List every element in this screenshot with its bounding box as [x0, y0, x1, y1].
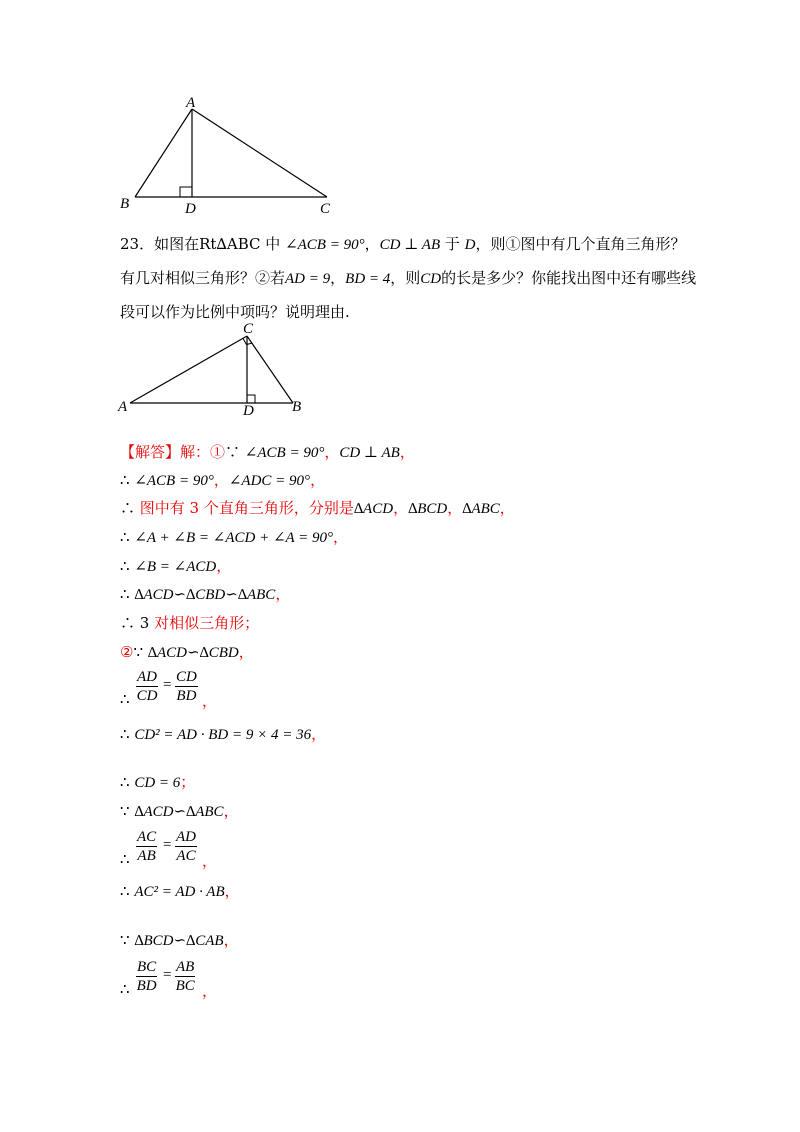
fraction-bc-bd: $\frac{BC}{BD}$ — [136, 959, 157, 994]
question-23: 23．如图在Rt∆ABC 中 ∠ACB = 90°，CD ⊥ AB 于 D，则①图中有几个直角三角形？有几对相似三角形？②若AD = 9，BD = 4，则CD的长是多少？你能找出图中还有哪些线段可以作为比例中项吗？说明理由. — [120, 235, 697, 321]
triangle-figure-2 — [115, 318, 315, 418]
fraction-line-1: ∴ $\frac{AD}{CD}$ = $\frac{CD}{BD}$ ， — [120, 669, 218, 710]
solution-line-3: ∴ 图中有 3 个直角三角形，分别是∆ACD，∆BCD，∆ABC， — [120, 499, 515, 517]
fig1-label-b: B — [120, 196, 130, 212]
solution-line-8: ②∵ ∆ACD∽∆CBD， — [120, 643, 254, 661]
question-number: 23． — [120, 235, 155, 253]
triangle-figure-1 — [115, 92, 345, 217]
fig2-label-d: D — [243, 403, 254, 418]
solution-line-6: ∴ ∆ACD∽∆CBD∽∆ABC， — [120, 585, 291, 603]
solution-line-1: 【解答】解：①∵ ∠ACB = 90°，CD ⊥ AB， — [120, 443, 415, 461]
solution-line-13: ∵ ∆BCD∽∆CAB， — [120, 931, 239, 949]
fig1-label-c: C — [320, 201, 331, 217]
fraction-ab-bc: $\frac{AB}{BC}$ — [175, 959, 195, 994]
fig1-label-a: A — [186, 95, 196, 111]
fraction-cd-bd: $\frac{CD}{BD}$ — [176, 669, 197, 704]
solution-line-11: ∵ ∆ACD∽∆ABC， — [120, 802, 239, 820]
solution-line-2: ∴ ∠ACB = 90°，∠ADC = 90°， — [120, 471, 326, 489]
fig2-label-c: C — [243, 321, 254, 337]
fig2-label-a: A — [118, 399, 128, 415]
fraction-line-2: ∴ $\frac{AC}{AB}$ = $\frac{AD}{AC}$ ， — [120, 829, 218, 870]
fig2-label-b: B — [292, 399, 302, 415]
solution-line-5: ∴ ∠B = ∠ACD， — [120, 557, 232, 575]
fraction-ad-cd: $\frac{AD}{CD}$ — [136, 669, 158, 704]
fraction-line-3: ∴ $\frac{BC}{BD}$ = $\frac{AB}{BC}$ ， — [120, 959, 218, 1000]
solution-line-9: ∴ CD² = AD · BD = 9 × 4 = 36， — [120, 725, 327, 743]
solution-line-10: ∴ CD = 6； — [120, 773, 196, 791]
fig1-label-d: D — [185, 201, 196, 217]
fraction-ad-ac: $\frac{AD}{AC}$ — [176, 829, 196, 864]
solution-line-4: ∴ ∠A + ∠B = ∠ACD + ∠A = 90°， — [120, 528, 349, 546]
solution-line-12: ∴ AC² = AD · AB， — [120, 882, 240, 900]
solution-line-7: ∴ 3 对相似三角形； — [120, 614, 260, 632]
fraction-ac-ab: $\frac{AC}{AB}$ — [137, 829, 157, 864]
